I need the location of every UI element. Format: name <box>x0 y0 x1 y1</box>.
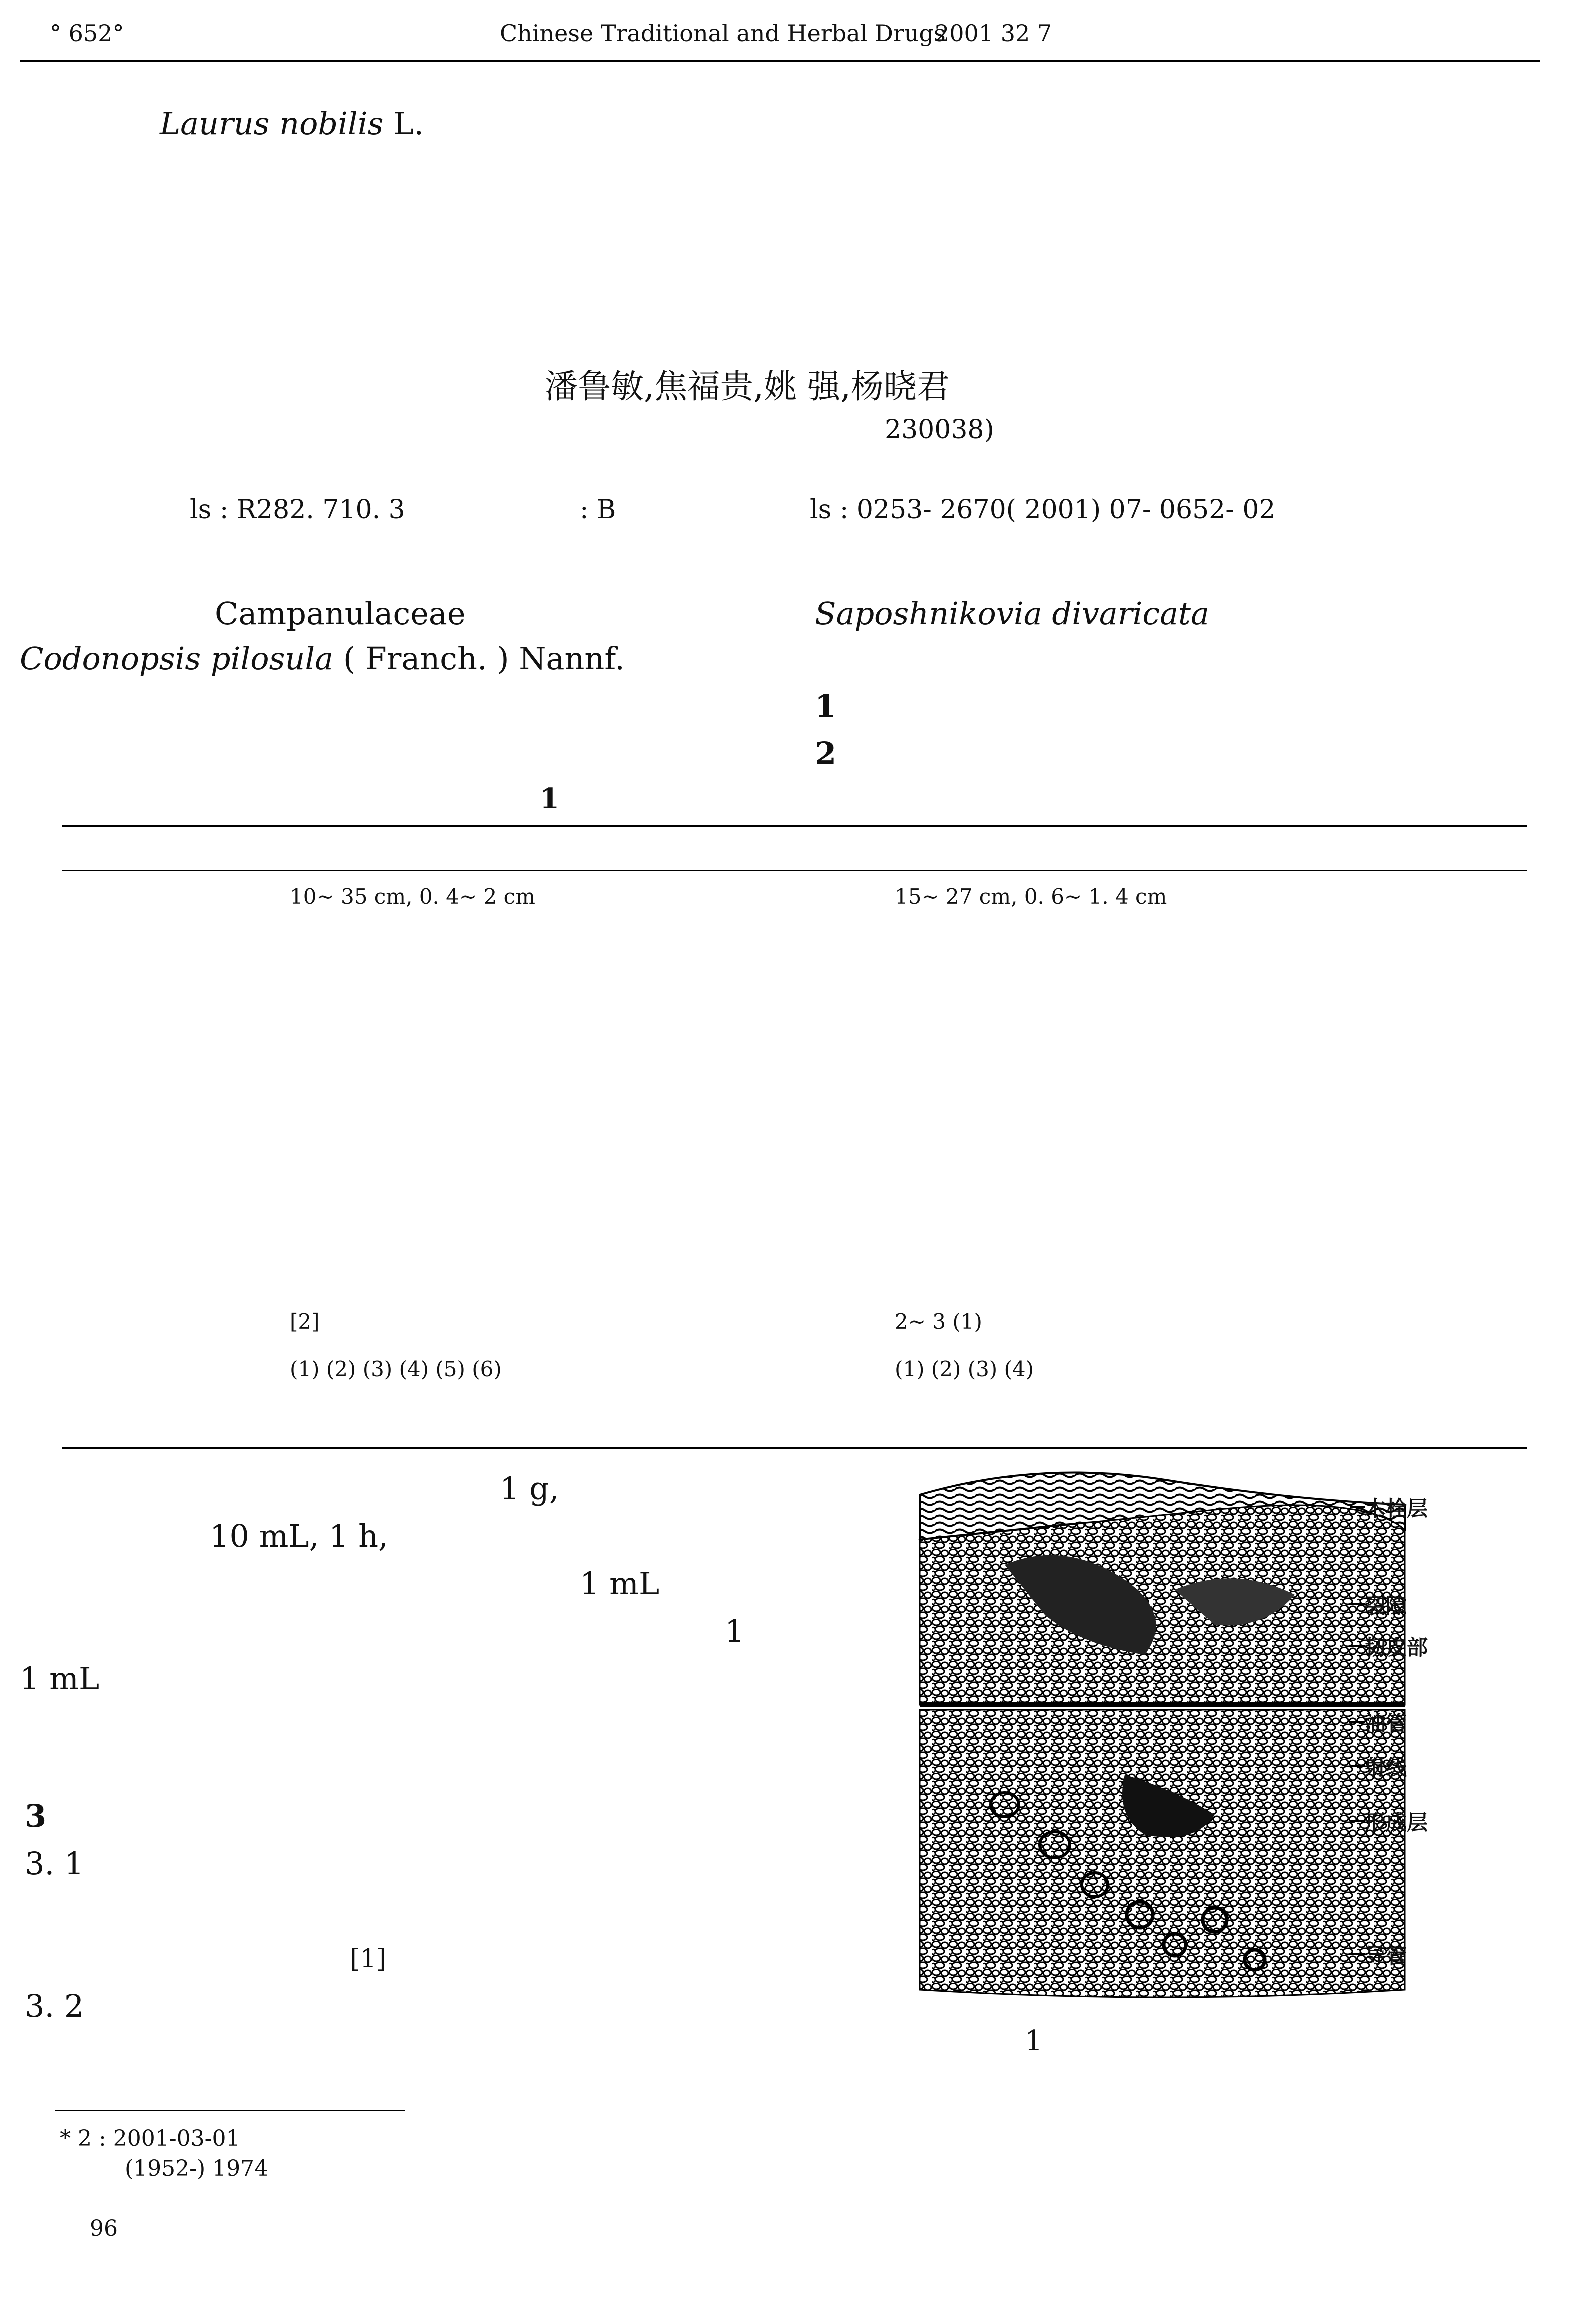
ref-table-2: 2 <box>815 736 837 772</box>
page-number: ° 652° <box>50 20 124 47</box>
section-3-heading: 3 <box>25 1798 47 1834</box>
cross-section-drawing <box>915 1465 1415 2005</box>
table-top-rule <box>62 825 1527 827</box>
body-intro-species-2: Codonopsis pilosula ( Franch. ) Nannf. <box>20 640 625 677</box>
figure-caption: 1 <box>1025 2025 1043 2058</box>
table-row-4-col3: 2~ 3 (1) <box>895 1310 982 1334</box>
leader-line <box>1350 1506 1365 1508</box>
running-header-journal: Chinese Traditional and Herbal Drugs <box>500 20 946 47</box>
leader-line <box>1350 1954 1365 1956</box>
footnote-other: 96 <box>90 2216 118 2242</box>
body-intro-family: Campanulaceae <box>215 596 466 632</box>
authors: 潘鲁敏,焦福贵,姚 强,杨晓君 <box>545 368 950 406</box>
xylem-shape <box>920 1710 1405 1998</box>
footnote-received: * 2 : 2001-03-01 <box>60 2126 240 2152</box>
figure-label-cambium: 形成层 <box>1365 1810 1428 1835</box>
method-line-3: 1 mL <box>580 1566 660 1602</box>
table-row-4-col2: [2] <box>290 1310 320 1334</box>
method-line-5: 1 mL <box>20 1660 100 1697</box>
section-3-2: 3. 2 <box>25 1988 84 2024</box>
article-id: ls : 0253- 2670( 2001) 07- 0652- 02 <box>810 495 1276 525</box>
figure-label-phloem: 韧皮部 <box>1365 1636 1428 1660</box>
leader-line <box>1350 1721 1365 1723</box>
leader-line <box>1350 1604 1365 1606</box>
table-row-1-col2: 10~ 35 cm, 0. 4~ 2 cm <box>290 884 535 909</box>
table-header-rule <box>62 870 1527 872</box>
method-line-1: 1 g, <box>500 1470 559 1507</box>
header-rule <box>20 60 1540 62</box>
table-row-1-col3: 15~ 27 cm, 0. 6~ 1. 4 cm <box>895 884 1167 909</box>
body-intro-species-1: Saposhnikovia divaricata <box>815 596 1209 632</box>
footnote-rule <box>55 2110 405 2112</box>
method-line-4: 1 <box>725 1613 745 1650</box>
phloem-shape <box>920 1506 1405 1705</box>
table-bottom-rule <box>62 1448 1527 1450</box>
intro-line-1: Laurus nobilis L. <box>160 106 424 142</box>
figure-label-vessel: 导管 <box>1365 1944 1407 1968</box>
section-3-1: 3. 1 <box>25 1846 84 1882</box>
running-header-issue: 2001 32 7 <box>935 20 1052 47</box>
method-line-2: 10 mL, 1 h, <box>210 1518 388 1554</box>
figure-1-micrograph <box>915 1465 1415 2005</box>
table-row-5-col2: (1) (2) (3) (4) (5) (6) <box>290 1357 502 1382</box>
document-code: : B <box>580 495 616 525</box>
ref-table-1: 1 <box>815 688 837 724</box>
footnote-author-bio: (1952-) 1974 <box>125 2156 269 2182</box>
table-row-5-col3: (1) (2) (3) (4) <box>895 1357 1034 1382</box>
leader-line <box>1350 1820 1365 1822</box>
leader-line <box>1350 1765 1365 1767</box>
figure-label-cork: 木栓层 <box>1365 1496 1428 1521</box>
clc-number: ls : R282. 710. 3 <box>190 495 405 525</box>
figure-label-ray: 射线 <box>1365 1756 1407 1780</box>
section-3-1-ref: [1] <box>350 1944 387 1974</box>
leader-line <box>1350 1645 1365 1647</box>
figure-label-fissure: 裂隙 <box>1365 1594 1407 1618</box>
figure-label-oil-duct: 油管 <box>1365 1712 1407 1736</box>
affiliation-postcode: 230038) <box>885 415 994 445</box>
table-caption: 1 <box>540 782 559 816</box>
